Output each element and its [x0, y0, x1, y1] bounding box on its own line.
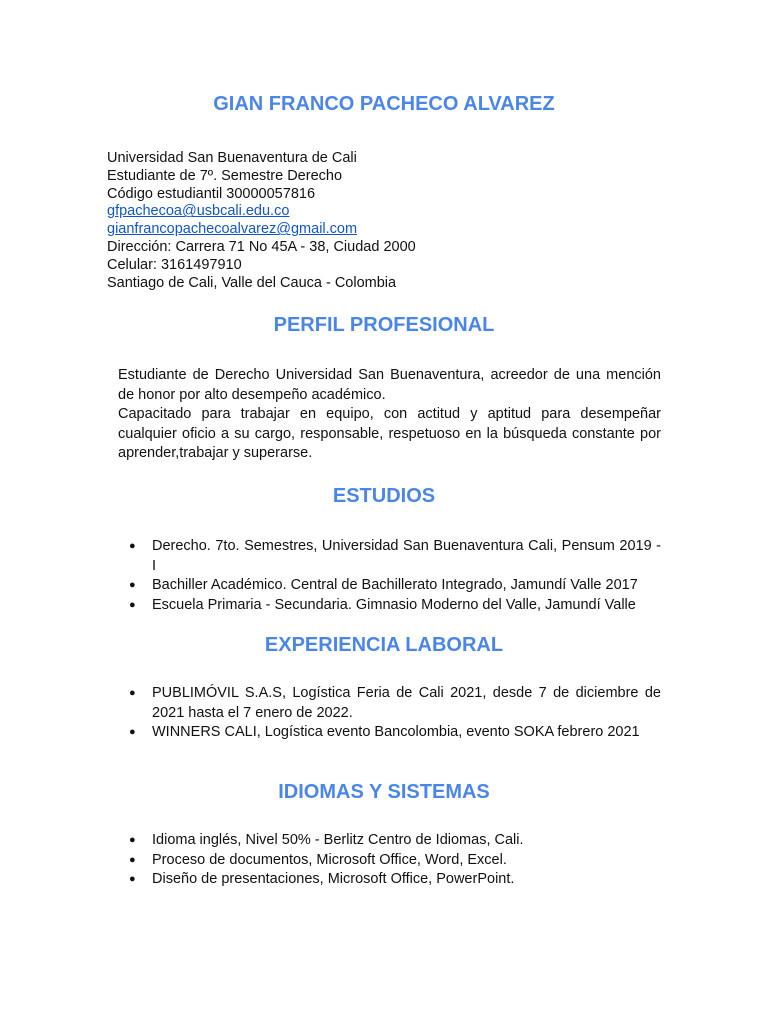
list-item	[129, 870, 661, 890]
profile-paragraph: Estudiante de Derecho Universidad San Buenaventura, acreedor de una mención de honor por alto desempeño académico.	[118, 367, 661, 403]
profile-section	[118, 366, 661, 464]
student-code-text: Código estudiantil 30000057816	[107, 185, 316, 202]
bullet-icon: ●	[129, 540, 136, 552]
contact-block	[107, 150, 416, 292]
bullet-icon: ●	[129, 687, 136, 699]
bullet-icon: ●	[129, 598, 136, 611]
studies-list	[129, 537, 661, 615]
list-item	[129, 576, 661, 596]
list-item-text: Derecho. 7to. Semestres, Universidad San Buenaventura Cali, Pensum 2019 - I	[152, 538, 661, 574]
bullet-icon: ●	[129, 726, 136, 738]
list-item	[129, 537, 661, 576]
list-item	[129, 596, 661, 616]
languages-list	[129, 831, 661, 890]
list-item-text: Bachiller Académico. Central de Bachillerato Integrado, Jamundí Valle 2017	[152, 577, 638, 593]
experience-list	[129, 684, 661, 743]
list-item-text: PUBLIMÓVIL S.A.S, Logística Feria de Cali 2021, desde 7 de diciembre de 2021 hasta el 7 enero de 2022.	[152, 685, 661, 721]
studies-heading: ESTUDIOS	[332, 485, 436, 507]
page-title: GIAN FRANCO PACHECO ALVAREZ	[213, 93, 555, 115]
phone-text: Celular: 3161497910	[107, 256, 242, 273]
list-item	[129, 851, 661, 871]
list-item-text: Idioma inglés, Nivel 50% - Berlitz Centro de Idiomas, Cali.	[152, 832, 524, 848]
list-item	[129, 723, 661, 743]
bullet-icon: ●	[129, 579, 136, 591]
experience-heading: EXPERIENCIA LABORAL	[264, 634, 504, 656]
profile-heading: PERFIL PROFESIONAL	[273, 314, 495, 336]
bullet-icon: ●	[129, 873, 136, 885]
institutional-email-link[interactable]: gfpachecoa@usbcali.edu.co	[107, 203, 290, 220]
languages-heading: IDIOMAS Y SISTEMAS	[278, 781, 490, 803]
city-text: Santiago de Cali, Valle del Cauca - Colombia	[107, 274, 397, 291]
list-item-text: WINNERS CALI, Logística evento Bancolombia, evento SOKA febrero 2021	[152, 724, 640, 740]
address-text: Dirección: Carrera 71 No 45A - 38, Ciudad 2000	[107, 238, 416, 255]
personal-email-link[interactable]: gianfrancopachecoalvarez@gmail.com	[107, 221, 358, 238]
list-item-text: Diseño de presentaciones, Microsoft Office, PowerPoint.	[152, 871, 515, 887]
list-item	[129, 684, 661, 723]
bullet-icon: ●	[129, 853, 136, 866]
profile-paragraph: Capacitado para trabajar en equipo, con actitud y aptitud para desempeñar cualquier oficio a su cargo, responsable, respetuoso en la búsqueda constante por aprender,trabajar y superarse.	[118, 406, 661, 461]
bullet-icon: ●	[129, 834, 136, 846]
list-item-text: Proceso de documentos, Microsoft Office, Word, Excel.	[152, 851, 507, 868]
university-text: Universidad San Buenaventura de Cali	[107, 150, 357, 166]
semester-text: Estudiante de 7º. Semestre Derecho	[107, 167, 343, 184]
list-item	[129, 831, 661, 851]
list-item-text: Escuela Primaria - Secundaria. Gimnasio Moderno del Valle, Jamundí Valle	[152, 596, 636, 613]
